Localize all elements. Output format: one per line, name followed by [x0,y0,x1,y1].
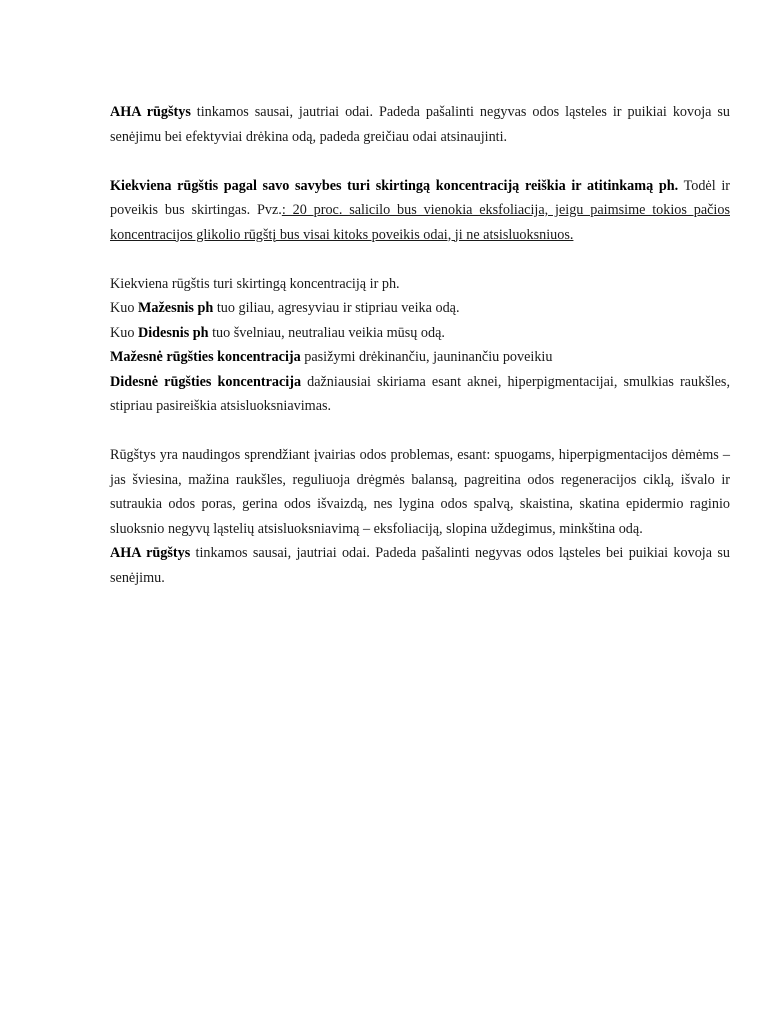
ph-explanation-block [110,272,730,419]
line-prefix: Kuo [110,300,138,316]
line-higher-concentration [110,370,730,419]
line-text: tuo švelniau, neutraliau veikia mūsų odą. [208,324,445,341]
line-prefix: Kuo [110,324,138,341]
line-text: tuo giliau, agresyviau ir stipriau veika odą. [213,300,460,316]
paragraph-benefits: Rūgštys yra naudingos sprendžiant įvairias odos problemas, esant: spuogams, hiperpigmentacijos dėmėms – jas šviesina, mažina raukšles, reguliuoja drėgmės balansą, pagreitina odos regeneracijos ciklą, išvalo ir sutraukia odos poras, gerina odos išvaizdą, nes lygina odos spalvą, skaistina, skatina epidermio raginio sluoksnio negyvų ląstelių atsisluoksniavimą – eksfoliaciją, slopina uždegimus, minkština odą. [110,447,730,537]
line-higher-ph [110,321,730,346]
paragraph-aha-summary [110,541,730,590]
bold-term: AHA rūgštys [110,545,191,561]
bold-higher-concentration: Didesnė rūgšties koncentracija [110,373,302,390]
paragraph-gap [110,247,730,272]
line-text: pasižymi drėkinančiu, jauninančiu poveikiu [300,349,553,365]
line-lower-concentration [110,345,730,370]
paragraph-concentration [110,174,730,248]
bold-lower-ph: Mažesnis ph [137,300,214,316]
bold-statement: Kiekviena rūgštis pagal savo savybes turi skirtingą koncentraciją reiškia ir atitinkamą ph. [110,177,679,194]
line-text: dažniausiai skiriama esant aknei, hiperpigmentacijai, smulkias raukšles, stipriau pasireiškia atsisluoksniavimas. [110,373,730,414]
bold-higher-ph: Didesnis ph [137,324,209,341]
paragraph-text: tinkamos sausai, jautriai odai. Padeda pašalinti negyvas odos ląsteles ir puikiai kovoja su senėjimu bei efektyviai drėkina odą, padeda greičiau odai atsinaujinti. [110,104,730,145]
paragraph-gap [110,149,730,174]
line-lower-ph [110,296,730,321]
paragraph-gap [110,419,730,444]
paragraph-aha-intro [110,100,730,149]
bold-term: AHA rūgštys [110,104,191,120]
bold-lower-concentration: Mažesnė rūgšties koncentracija [110,349,301,365]
paragraph-text: Todėl ir poveikis bus skirtingas. Pvz. [110,177,730,218]
line-concentration-ph: Kiekviena rūgštis turi skirtingą koncentraciją ir ph. [110,275,400,292]
paragraph-text: tinkamos sausai, jautriai odai. Padeda pašalinti negyvas odos ląsteles bei puikiai kovoja su senėjimu. [110,545,730,586]
underlined-example: : 20 proc. salicilo bus vienokia eksfoliacija, jeigu paimsime tokios pačios koncentracijos glikolio rūgštį bus visai kitoks poveikis odai, ji ne atsisluoksniuos. [110,202,730,243]
